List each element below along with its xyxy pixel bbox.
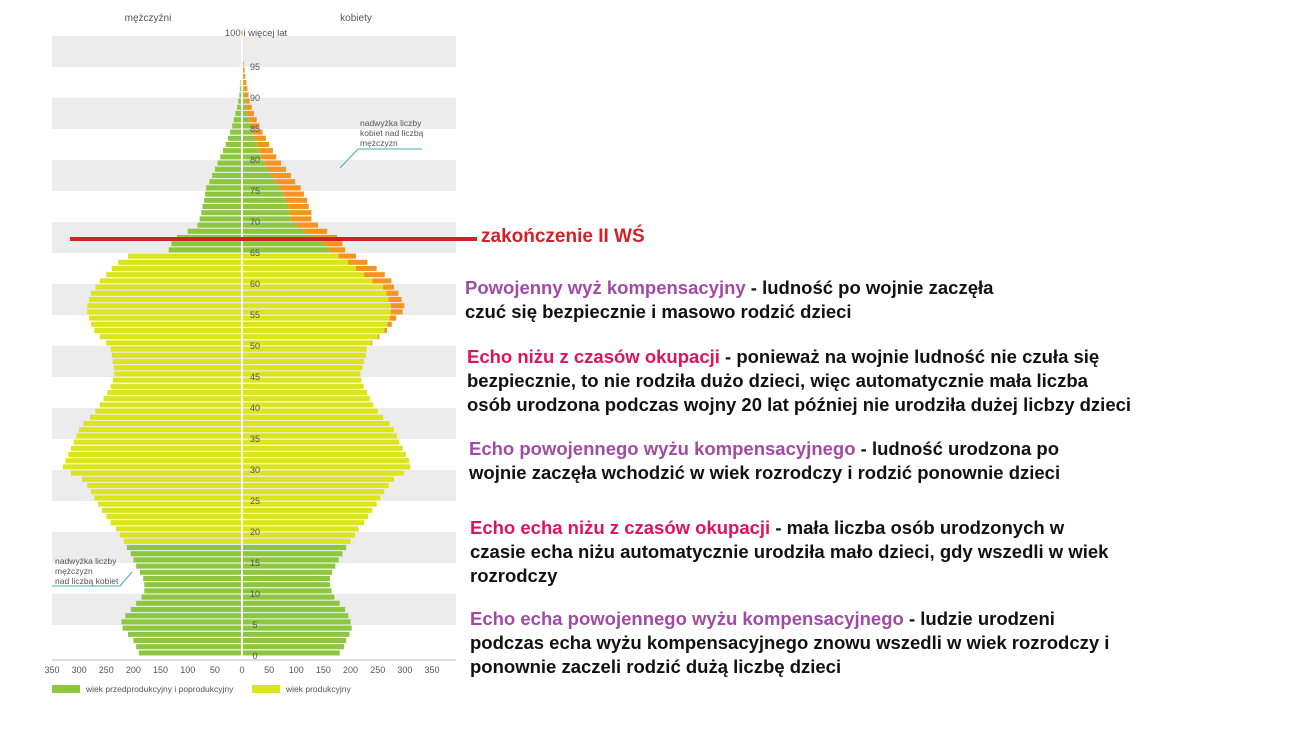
female-bar xyxy=(242,433,397,438)
female-bar xyxy=(242,514,368,519)
female-bar xyxy=(242,148,259,153)
legend-label-yellow: wiek produkcyjny xyxy=(286,684,351,694)
x-tick-label: 50 xyxy=(264,665,275,675)
male-bar xyxy=(111,347,242,352)
female-bar xyxy=(242,303,391,308)
female-surplus-bar xyxy=(390,316,397,321)
female-bar xyxy=(242,409,378,414)
male-bar xyxy=(114,365,242,370)
female-surplus-bar xyxy=(262,154,277,159)
age-tick-label: 50 xyxy=(249,341,261,351)
male-bar xyxy=(220,154,242,159)
note-postwar-echo-echo-title: Echo echa powojennego wyżu kompensacyjnego xyxy=(470,608,904,629)
age-tick-label: 0 xyxy=(252,651,258,661)
top-age-label: 100 i więcej lat xyxy=(224,28,288,39)
female-surplus-bar xyxy=(371,340,372,345)
female-surplus-bar xyxy=(245,92,249,97)
male-bar xyxy=(68,452,242,457)
female-bar xyxy=(242,334,378,339)
male-bar xyxy=(204,198,242,203)
age-tick-label: 20 xyxy=(249,527,261,537)
male-bar xyxy=(136,564,242,569)
female-surplus-bar xyxy=(280,185,301,190)
female-bar xyxy=(242,613,348,618)
female-bar xyxy=(242,607,345,612)
female-bar xyxy=(242,446,403,451)
age-tick-label: 5 xyxy=(252,620,258,630)
female-bar xyxy=(242,464,410,469)
male-bar xyxy=(116,526,242,531)
male-bar xyxy=(89,316,242,321)
female-surplus-bar xyxy=(288,204,309,209)
female-bar xyxy=(242,316,390,321)
female-surplus-bar xyxy=(389,297,402,302)
female-surplus-note: mężczyzn xyxy=(360,138,398,148)
note-postwar-echo-echo-line3: ponownie zaczeli rodzić dużą liczbę dzieci xyxy=(470,656,842,677)
female-bar xyxy=(242,229,304,234)
female-surplus-bar xyxy=(283,192,304,197)
note-postwar-echo-echo-line1: - ludzie urodzeni xyxy=(903,608,1055,629)
female-bar xyxy=(242,415,383,420)
x-tick-label: 250 xyxy=(98,665,114,675)
female-surplus-bar xyxy=(364,272,385,277)
x-tick-label: 100 xyxy=(288,665,304,675)
female-surplus-bar xyxy=(247,111,254,116)
male-bar xyxy=(74,440,242,445)
female-bar xyxy=(242,204,288,209)
female-surplus-bar xyxy=(391,309,403,314)
female-bar xyxy=(242,297,389,302)
age-tick-label: 70 xyxy=(249,217,261,227)
male-bar xyxy=(91,291,242,296)
female-bar xyxy=(242,520,364,525)
male-bar xyxy=(95,285,242,290)
male-bar xyxy=(66,458,242,463)
male-bar xyxy=(112,353,242,358)
female-bar xyxy=(242,173,272,178)
male-bar xyxy=(118,260,242,265)
female-surplus-bar xyxy=(304,229,327,234)
legend-swatch-green xyxy=(52,685,80,693)
note-postwar-boom-line2: czuć się bezpiecznie i masowo rodzić dzieci xyxy=(465,301,852,322)
female-surplus-bar xyxy=(387,322,391,327)
female-surplus-bar xyxy=(383,285,394,290)
male-bar xyxy=(226,142,242,147)
male-bar xyxy=(205,192,242,197)
center-axis xyxy=(241,36,243,656)
note-occupation-echo-line3: osób urodzona podczas wojny 20 lat później nie urodziła dużej licbzy dzieci xyxy=(467,394,1132,415)
age-tick-label: 65 xyxy=(249,248,261,258)
male-bar xyxy=(206,185,242,190)
x-tick-label: 350 xyxy=(424,665,440,675)
female-surplus-bar xyxy=(384,328,387,333)
legend xyxy=(52,684,351,694)
female-surplus-bar xyxy=(313,235,337,240)
male-bar xyxy=(133,557,242,562)
male-bar xyxy=(133,638,242,643)
female-surplus-bar xyxy=(244,86,247,91)
male-bar xyxy=(209,179,242,184)
male-bar xyxy=(144,582,242,587)
male-surplus-note: nad liczbą kobiet xyxy=(55,576,119,586)
legend-swatch-yellow xyxy=(252,685,280,693)
male-bar xyxy=(142,595,242,600)
legend-label-green: wiek przedprodukcyjny i poprodukcyjny xyxy=(86,684,234,694)
male-bar xyxy=(125,613,242,618)
female-bar xyxy=(242,328,384,333)
female-bar xyxy=(242,502,377,507)
female-surplus-bar xyxy=(348,260,368,265)
female-surplus-bar xyxy=(272,173,291,178)
male-bar xyxy=(95,409,242,414)
male-bar xyxy=(89,297,242,302)
female-surplus-bar xyxy=(391,303,405,308)
male-bar xyxy=(136,601,242,606)
female-bar xyxy=(242,322,387,327)
female-bar xyxy=(242,619,351,624)
male-bar xyxy=(123,626,242,631)
female-bar xyxy=(242,359,364,364)
age-tick-label: 60 xyxy=(249,279,261,289)
x-tick-label: 150 xyxy=(315,665,331,675)
male-bar xyxy=(202,204,242,209)
female-bar xyxy=(242,347,367,352)
note-postwar-echo-title: Echo powojennego wyżu kompensacyjnego xyxy=(469,438,856,459)
male-bar xyxy=(140,570,242,575)
male-surplus-leader xyxy=(120,572,132,586)
male-bar xyxy=(87,309,242,314)
x-tick-label: 250 xyxy=(370,665,386,675)
female-bar xyxy=(242,582,330,587)
male-bar xyxy=(230,130,242,135)
female-header: kobiety xyxy=(340,13,372,24)
female-bar xyxy=(242,167,268,172)
age-tick-label: 80 xyxy=(249,155,261,165)
female-bar xyxy=(242,638,346,643)
female-bar xyxy=(242,117,249,122)
male-bar xyxy=(90,415,242,420)
female-surplus-bar xyxy=(291,216,312,221)
male-bar xyxy=(104,396,242,401)
female-bar xyxy=(242,421,390,426)
female-surplus-bar xyxy=(268,167,286,172)
female-bar xyxy=(242,551,342,556)
male-bar xyxy=(177,235,242,240)
female-bar xyxy=(242,452,406,457)
note-postwar-echo-line2: wojnie zaczęła wchodzić w wiek rozrodczy i rodzić ponownie dzieci xyxy=(469,462,1061,483)
female-bar xyxy=(242,210,290,215)
female-surplus-note: kobiet nad liczbą xyxy=(360,128,424,138)
male-bar xyxy=(71,471,242,476)
female-surplus-bar xyxy=(243,74,245,79)
female-bar xyxy=(242,576,330,581)
male-bar xyxy=(111,384,242,389)
female-bar xyxy=(242,266,356,271)
age-tick-label: 40 xyxy=(249,403,261,413)
male-bar xyxy=(94,328,242,333)
female-bar xyxy=(242,235,313,240)
male-bar xyxy=(215,167,242,172)
male-bar xyxy=(83,421,242,426)
female-bar xyxy=(242,396,370,401)
male-bar xyxy=(106,340,242,345)
female-bar xyxy=(242,402,373,407)
female-bar xyxy=(242,632,349,637)
male-bar xyxy=(124,539,242,544)
female-bar xyxy=(242,539,351,544)
female-surplus-bar xyxy=(290,210,312,215)
female-surplus-bar xyxy=(265,161,281,166)
female-bar xyxy=(242,285,383,290)
female-bar xyxy=(242,644,344,649)
female-bar xyxy=(242,384,364,389)
male-bar xyxy=(136,644,242,649)
male-bar xyxy=(100,334,242,339)
male-bar xyxy=(107,390,242,395)
male-bar xyxy=(94,495,242,500)
male-bar xyxy=(91,489,242,494)
male-bar xyxy=(234,117,242,122)
female-bar xyxy=(242,427,394,432)
male-bar xyxy=(98,502,242,507)
age-tick-label: 55 xyxy=(249,310,261,320)
age-tick-label: 85 xyxy=(249,124,261,134)
x-tick-label: 200 xyxy=(125,665,141,675)
female-bar xyxy=(242,340,371,345)
female-bar xyxy=(242,260,348,265)
age-tick-label: 15 xyxy=(249,558,261,568)
male-bar xyxy=(82,477,242,482)
note-postwar-echo-echo-line2: podczas echa wyżu kompensacyjnego znowu wszedli w wiek rozrodczy i xyxy=(470,632,1110,653)
male-surplus-note: nadwyżka liczby xyxy=(55,556,117,566)
female-surplus-bar xyxy=(285,198,307,203)
female-surplus-bar xyxy=(276,179,296,184)
male-surplus-note: mężczyzn xyxy=(55,566,93,576)
male-bar xyxy=(114,371,242,376)
female-surplus-bar xyxy=(378,334,380,339)
x-tick-label: 300 xyxy=(71,665,87,675)
male-bar xyxy=(128,254,242,259)
female-bar xyxy=(242,390,367,395)
age-tick-label: 30 xyxy=(249,465,261,475)
age-tick-label: 95 xyxy=(249,62,261,72)
male-bar xyxy=(120,533,242,538)
female-bar xyxy=(242,495,380,500)
x-tick-label: 150 xyxy=(153,665,169,675)
male-bar xyxy=(100,278,242,283)
wwii-end-label: zakończenie II WŚ xyxy=(481,226,645,247)
female-bar xyxy=(242,136,255,141)
note-postwar-boom-title: Powojenny wyż kompensacyjny xyxy=(465,277,746,298)
female-bar xyxy=(242,179,276,184)
female-surplus-bar xyxy=(323,241,342,246)
x-tick-label: 0 xyxy=(239,665,245,675)
note-postwar-echo-line1: - ludność urodzona po xyxy=(855,438,1059,459)
age-tick-label: 45 xyxy=(249,372,261,382)
female-bar xyxy=(242,508,372,513)
female-bar xyxy=(242,601,340,606)
female-surplus-bar xyxy=(339,254,356,259)
x-tick-label: 200 xyxy=(343,665,359,675)
note-occupation-echo-title: Echo niżu z czasów okupacji xyxy=(467,346,720,367)
x-tick-label: 50 xyxy=(209,665,220,675)
male-bar xyxy=(63,464,242,469)
age-tick-label: 25 xyxy=(249,496,261,506)
male-bar xyxy=(87,303,242,308)
female-surplus-bar xyxy=(257,142,269,147)
female-surplus-note: nadwyżka liczby xyxy=(360,118,422,128)
male-bar xyxy=(143,576,242,581)
male-bar xyxy=(171,241,242,246)
male-bar xyxy=(113,378,242,383)
male-bar xyxy=(113,359,242,364)
male-bar xyxy=(102,508,242,513)
age-tick-label: 35 xyxy=(249,434,261,444)
x-tick-label: 350 xyxy=(44,665,60,675)
age-tick-label: 10 xyxy=(249,589,261,599)
note-occupation-echo-echo-title: Echo echa niżu z czasów okupacji xyxy=(470,517,771,538)
female-bar xyxy=(242,365,363,370)
male-bar xyxy=(144,588,242,593)
female-bar xyxy=(242,471,404,476)
male-bar xyxy=(87,483,242,488)
female-bar xyxy=(242,545,346,550)
note-occupation-echo-echo-line1: - mała liczba osób urodzonych w xyxy=(770,517,1065,538)
male-bar xyxy=(223,148,242,153)
male-bar xyxy=(112,266,242,271)
male-bar xyxy=(71,446,242,451)
female-bar xyxy=(242,458,409,463)
male-header: mężczyźni xyxy=(124,13,172,24)
female-bar xyxy=(242,483,389,488)
female-bar xyxy=(242,489,384,494)
female-bar xyxy=(242,353,366,358)
male-bar xyxy=(218,161,242,166)
male-bar xyxy=(139,650,242,655)
note-postwar-boom-line1: - ludność po wojnie zaczęła xyxy=(745,277,994,298)
female-surplus-bar xyxy=(244,80,247,85)
note-occupation-echo-line2: bezpiecznie, to nie rodziła dużo dzieci, więc automatycznie mała liczba xyxy=(467,370,1088,391)
note-occupation-echo-echo-line2: czasie echa niżu automatycznie urodziła mało dzieci, gdy wszedli w wiek xyxy=(470,541,1109,562)
male-bar xyxy=(200,216,242,221)
male-bar xyxy=(128,632,242,637)
female-surplus-bar xyxy=(245,99,249,104)
female-bar xyxy=(242,192,283,197)
female-surplus-bar xyxy=(255,136,266,141)
male-bar xyxy=(212,173,242,178)
male-bar xyxy=(201,210,242,215)
male-bar xyxy=(106,272,242,277)
female-bar xyxy=(242,291,386,296)
note-occupation-echo-line1: - ponieważ na wojnie ludność nie czuła się xyxy=(719,346,1100,367)
female-surplus-bar xyxy=(249,117,257,122)
male-bar xyxy=(91,322,242,327)
male-bar xyxy=(127,545,242,550)
male-bar xyxy=(100,402,242,407)
female-surplus-bar xyxy=(296,223,318,228)
female-surplus-bar xyxy=(259,148,273,153)
female-bar xyxy=(242,142,257,147)
male-bar xyxy=(131,607,242,612)
age-tick-label: 90 xyxy=(249,93,261,103)
female-bar xyxy=(242,570,332,575)
female-surplus-bar xyxy=(386,291,398,296)
male-bar xyxy=(106,514,242,519)
female-surplus-bar xyxy=(356,266,377,271)
female-bar xyxy=(242,477,394,482)
male-bar xyxy=(188,229,242,234)
x-tick-label: 300 xyxy=(397,665,413,675)
male-bar xyxy=(111,520,242,525)
male-bar xyxy=(79,427,242,432)
female-bar xyxy=(242,309,391,314)
female-bar xyxy=(242,626,352,631)
female-bar xyxy=(242,272,364,277)
note-occupation-echo-echo-line3: rozrodczy xyxy=(470,565,558,586)
male-bar xyxy=(228,136,242,141)
male-bar xyxy=(197,223,242,228)
female-surplus-bar xyxy=(246,105,251,110)
x-tick-label: 100 xyxy=(180,665,196,675)
age-tick-label: 75 xyxy=(249,186,261,196)
female-surplus-bar xyxy=(372,278,391,283)
female-bar xyxy=(242,198,285,203)
female-bar xyxy=(242,241,323,246)
male-bar xyxy=(232,123,242,128)
male-bar xyxy=(121,619,242,624)
female-bar xyxy=(242,440,399,445)
female-bar xyxy=(242,278,372,283)
male-bar xyxy=(76,433,242,438)
female-surplus-bar xyxy=(329,247,345,252)
male-bar xyxy=(169,247,242,252)
female-bar xyxy=(242,185,280,190)
male-bar xyxy=(131,551,242,556)
female-surplus-bar xyxy=(243,68,245,73)
